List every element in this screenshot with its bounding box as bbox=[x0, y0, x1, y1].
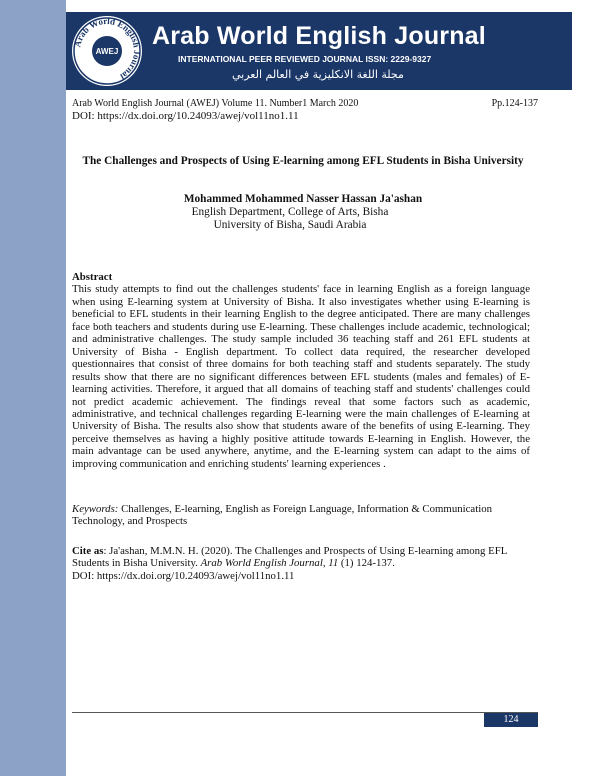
article-title: The Challenges and Prospects of Using E-learning among EFL Students in Bisha University bbox=[82, 155, 524, 167]
keywords-text: Challenges, E-learning, English as Foreign Language, Information & Communication Technology, and Prospects bbox=[72, 503, 493, 528]
seal-abbr: AWEJ bbox=[95, 47, 119, 56]
cite-doi[interactable]: DOI: https://dx.doi.org/10.24093/awej/vol11no1.11 bbox=[72, 569, 295, 582]
cite-label: Cite as bbox=[72, 545, 104, 557]
page-number: 124 bbox=[484, 713, 538, 727]
cite-journal: Arab World English Journal, 11 bbox=[200, 557, 339, 570]
journal-name: Arab World English Journal bbox=[152, 22, 486, 50]
journal-arabic-name: مجلة اللغة الانكليزية في العالم العربي bbox=[232, 68, 404, 81]
doi-header[interactable]: DOI: https://dx.doi.org/10.24093/awej/vol11no1.11 bbox=[72, 110, 299, 122]
keywords-label: Keywords: bbox=[72, 503, 119, 515]
awej-seal-logo bbox=[70, 14, 144, 88]
author-name: Mohammed Mohammed Nasser Hassan Ja'ashan bbox=[183, 193, 423, 205]
author-affiliation bbox=[80, 206, 500, 232]
cite-text-part1: : Ja'ashan, M.M.N. H. (2020). The Challenges and Prospects of Using E-learning among EFL Students in Bisha University. bbox=[72, 545, 507, 570]
seal-ring-text: Arab World English Journal bbox=[72, 15, 143, 82]
issue-line bbox=[72, 98, 538, 110]
affiliation-department: English Department, College of Arts, Bisha bbox=[191, 206, 389, 218]
footer-rule bbox=[72, 712, 538, 713]
issue-info: Arab World English Journal (AWEJ) Volume 11. Number1 March 2020 bbox=[72, 98, 359, 109]
affiliation-university: University of Bisha, Saudi Arabia bbox=[213, 219, 367, 231]
citation-section bbox=[72, 545, 534, 582]
abstract-section bbox=[72, 271, 530, 470]
journal-subtitle: INTERNATIONAL PEER REVIEWED JOURNAL ISSN: 2229-9327 bbox=[178, 54, 432, 64]
page-range: Pp.124-137 bbox=[491, 98, 538, 109]
cite-text-part2: (1) 124-137. bbox=[338, 557, 395, 570]
side-color-bar bbox=[0, 0, 66, 776]
journal-banner bbox=[66, 12, 572, 90]
abstract-heading: Abstract bbox=[72, 271, 113, 283]
abstract-text: This study attempts to find out the challenges students' face in learning English as a foreign language when using E-learning system at University of Bisha. It also investigates whether using E-learning is beneficial to EFL students in their learning English to the degree anticipated. There are many challenges face both teachers and students during use E-learning. These challenges include academic, technological; and administrative challenges. The study sample included 36 teaching staff and 261 EFL students at University of Bisha - English department. To collect data required, the researcher developed questionnaires that consist of three domains for both teaching staff and students separately. The study results show that there are no significant differences between EFL students (males and females) of E-learning activities. Therefore, it argued that all domains of teaching staff and students' challenges could not predict academic achievement. The findings reveal that some factors such as academic, administrative, and technical challenges regarding E-learning were the main challenges of E-learning at University of Bisha. The results also show that students aware of the benefits of using E-learning. They perceive themselves as having a highly positive attitude towards E-learning in English. However, the main advantage can be used anywhere, anytime, and the E-learning system can adapt to the aims of improving communication and enriching students' learning experiences . bbox=[72, 283, 530, 470]
keywords-section bbox=[72, 503, 530, 528]
